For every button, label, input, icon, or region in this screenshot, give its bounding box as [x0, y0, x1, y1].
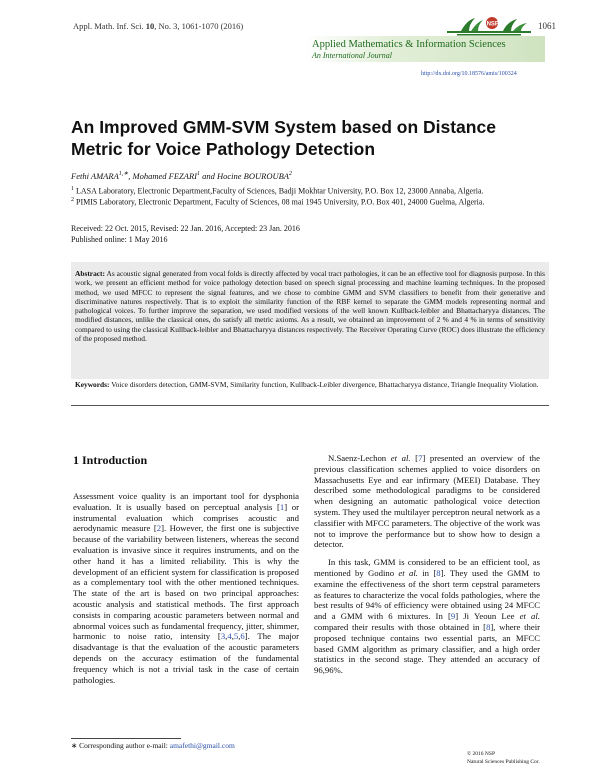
journal-title: Applied Mathematics & Information Sciences [312, 39, 506, 50]
journal-citation: Appl. Math. Inf. Sci. 10, No. 3, 1061-1070 (2016) [73, 21, 244, 31]
citation-link[interactable]: 3 [220, 631, 226, 642]
paper-title: An Improved GMM-SVM System based on Distance Metric for Voice Pathology Detection [71, 117, 496, 159]
keywords: Keywords: Voice disorders detection, GMM-SVM, Similarity function, Kullback-Leibler divergence, Bhattacharyya distance, Triangle Inequality Violation. [75, 380, 539, 389]
svg-text:NSP: NSP [486, 21, 499, 28]
citation-link[interactable]: 6 [240, 631, 245, 642]
journal-subtitle: An International Journal [312, 51, 392, 60]
abstract: Abstract: As acoustic signal generated from vocal folds is directly affected by vocal tract pathologies, it can be an effective tool for diagnosis purpose. In this work, we present an efficient method for voice pathology detection based on speech signal processing and machine learning techniques. In the proposed method, we used MFCC to represent the signal features, and we chose to combine GMM and SVM classifiers to benefit from their generative and discriminative natures respectively. That is to exploit the similarity function of the RBF kernel to separate the GMM models representing normal and pathological voices. To further improve the separation, we used modified versions of the well known Kullback-leibler and Bhattacharyya distances. The modified distances, unlike the classical ones, do satisfy all metric axioms. As a result, we obtained an improvement of 2 % and 4 % in terms of sensitivity compared to using the classical Kullback-leibler and Bhattacharyya distances respectively. The Receiver Operating Curve (ROC) does illustrate the efficiency of the proposed method. [75, 269, 545, 344]
affiliation-1: $^1$ LASA Laboratory, Electronic Department,Faculty of Sciences, Badji Mokhtar University, P.O. Box 12, 23000 Annaba, Algeria. [71, 186, 484, 196]
copyright-notice: © 2016 NSP [467, 751, 496, 757]
citation-link[interactable]: 4 [227, 631, 232, 642]
published-date: Published online: 1 May 2016 [71, 235, 168, 244]
citation-link[interactable]: 1 [279, 501, 285, 512]
abstract-separator [71, 405, 549, 406]
intro-paragraph-2: N.Saenz-Lechon et al. [7] presented an overview of the previous classification schemes applied to voice disorders on Massachusetts Eye and ear infirmary (MEEI) Database. They described some methodological paradigms to be considered when designing an automatic pathological voice detection system. They used the multilayer perceptron neural network as a classifier with MFCC parameters. The objective of the work was not to improve the performance but to show how to design a detector. [314, 453, 540, 550]
page-number: 1061 [538, 21, 556, 31]
footnote-rule [71, 738, 181, 739]
right-column [314, 453, 540, 676]
doi-link[interactable]: http://dx.doi.org/10.18576/amis/100324 [421, 71, 517, 77]
affiliation-2: $^2$ PIMIS Laboratory, Electronic Department, Faculty of Sciences, 08 mai 1945 University, P.O. Box 401, 24000 Guelma, Algeria. [71, 197, 485, 207]
received-dates: Received: 22 Oct. 2015, Revised: 22 Jan. 2016, Accepted: 23 Jan. 2016 [71, 224, 300, 233]
citation-link[interactable]: 9 [450, 611, 456, 622]
corresponding-author-footnote: ∗ Corresponding author e-mail: amafethi@gmail.com [71, 741, 235, 750]
citation-link[interactable]: 8 [486, 621, 491, 632]
citation-link[interactable]: 5 [233, 631, 239, 642]
intro-paragraph-3: In this task, GMM is considered to be an efficient tool, as mentioned by Godino et al. in [8]. They used the GMM to examine the effectiveness of the short term cepstral parameters as features to characterize the vocal folds pathologies, where the best results of 94% of efficiency were obtained using 24 MFCC and a GMM with 6 mixtures. In [9] Ji Yeoun Lee et al. compared their results with those obtained in [8], where their proposed technique contains two essential parts, an MFCC based GMM algorithm as primary classifier, and a high order statistics in the second stage. They attended an accuracy of 96,96%. [314, 557, 541, 676]
section-heading-introduction: 1 Introduction [73, 453, 148, 467]
left-column [73, 491, 299, 685]
citation-link[interactable]: 2 [156, 523, 162, 534]
publisher-name: Natural Sciences Publishing Cor. [467, 759, 540, 765]
author-list: Fethi $AMARA^{1,∗}$, Mohamed FEZARI$^1$ and Hocine BOUROUBA$^2$ [71, 170, 292, 181]
author-email-link[interactable]: amafethi@gmail.com [169, 741, 235, 750]
citation-link[interactable]: 8 [436, 567, 441, 578]
nsp-logo-icon [447, 14, 531, 38]
citation-link[interactable]: 7 [418, 453, 423, 463]
intro-paragraph-1: Assessment voice quality is an important tool for dysphonia evaluation. It is usually based on perceptual analysis [1] or instrumental evaluation which comprises acoustic and aerodynamic measure [2]. However, the first one is subjective because of the variability between listeners, whereas the second evaluation is invasive since it requires instruments, and on the other hand it has a limited reliability. This is why the development of an efficient system for classification is proposed as a complementary tool with the other mentioned techniques. The state of the art is based on two principal approaches: acoustic analysis and statistical methods. The first approach consists in comparing acoustic parameters between normal and abnormal voices such as fundamental frequency, jitter, shimmer, harmonic to noise ratio, intensity [3,4,5,6]. The major disadvantage is that the evaluation of the acoustic parameters depends on the accuracy estimation of the fundamental frequency which is not a trivial task in the case of certain pathologies. [73, 491, 299, 685]
